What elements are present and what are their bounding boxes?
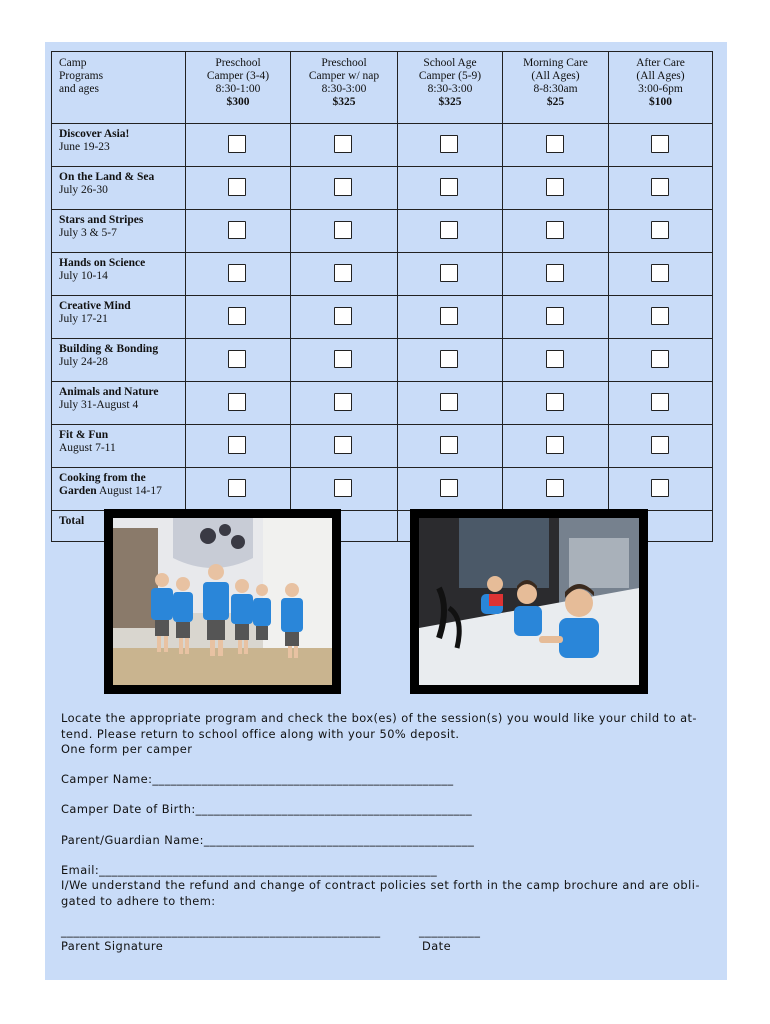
column-price: $100 bbox=[649, 96, 672, 108]
session-checkbox[interactable] bbox=[334, 307, 352, 325]
session-cell bbox=[398, 210, 503, 253]
session-cell bbox=[609, 339, 713, 382]
column-price: $325 bbox=[438, 96, 462, 108]
session-checkbox[interactable] bbox=[651, 264, 669, 282]
header-corner-line: Programs bbox=[59, 70, 104, 82]
session-checkbox[interactable] bbox=[228, 479, 246, 497]
program-dates: August 14-17 bbox=[96, 485, 162, 497]
column-price: $25 bbox=[546, 96, 565, 108]
program-title: Stars and Stripes bbox=[59, 214, 144, 226]
program-title: Cooking from the bbox=[59, 472, 146, 484]
header-corner-line: and ages bbox=[59, 83, 99, 95]
column-header-line: 8-8:30am bbox=[533, 83, 578, 95]
program-dates: July 17-21 bbox=[59, 313, 108, 325]
session-cell bbox=[186, 253, 291, 296]
campers-group-photo bbox=[104, 509, 341, 694]
session-checkbox[interactable] bbox=[334, 221, 352, 239]
header-corner-cell bbox=[52, 52, 186, 124]
session-cell bbox=[186, 296, 291, 339]
column-header bbox=[398, 52, 503, 124]
session-cell bbox=[503, 253, 609, 296]
session-cell bbox=[503, 167, 609, 210]
session-checkbox[interactable] bbox=[334, 135, 352, 153]
session-cell bbox=[186, 425, 291, 468]
session-cell bbox=[503, 468, 609, 511]
session-checkbox[interactable] bbox=[651, 436, 669, 454]
session-cell bbox=[503, 382, 609, 425]
program-row bbox=[52, 425, 713, 468]
session-cell bbox=[609, 253, 713, 296]
session-checkbox[interactable] bbox=[440, 135, 458, 153]
program-name-cell bbox=[52, 296, 186, 339]
session-checkbox[interactable] bbox=[546, 178, 564, 196]
session-checkbox[interactable] bbox=[546, 350, 564, 368]
session-cell bbox=[503, 124, 609, 167]
program-row bbox=[52, 124, 713, 167]
column-header-line: (All Ages) bbox=[636, 70, 685, 82]
program-title: Animals and Nature bbox=[59, 386, 159, 398]
session-cell bbox=[609, 296, 713, 339]
session-checkbox[interactable] bbox=[440, 479, 458, 497]
session-checkbox[interactable] bbox=[334, 264, 352, 282]
session-checkbox[interactable] bbox=[651, 221, 669, 239]
program-row bbox=[52, 296, 713, 339]
session-checkbox[interactable] bbox=[651, 135, 669, 153]
column-price: $325 bbox=[332, 96, 356, 108]
column-header-line: Preschool bbox=[321, 57, 367, 69]
program-name-cell bbox=[52, 425, 186, 468]
session-checkbox[interactable] bbox=[228, 178, 246, 196]
session-checkbox[interactable] bbox=[228, 436, 246, 454]
camper-name-field[interactable]: Camper Name:_________________________________________________ bbox=[61, 772, 454, 786]
program-name-cell bbox=[52, 210, 186, 253]
program-title: Building & Bonding bbox=[59, 343, 159, 355]
session-checkbox[interactable] bbox=[651, 307, 669, 325]
session-checkbox[interactable] bbox=[440, 436, 458, 454]
session-checkbox[interactable] bbox=[228, 135, 246, 153]
session-checkbox[interactable] bbox=[546, 307, 564, 325]
session-cell bbox=[291, 468, 398, 511]
session-cell bbox=[503, 339, 609, 382]
program-row bbox=[52, 382, 713, 425]
campers-lab-photo bbox=[410, 509, 648, 694]
program-dates: August 7-11 bbox=[59, 442, 116, 454]
agreement-line: gated to adhere to them: bbox=[61, 893, 216, 908]
session-cell bbox=[398, 296, 503, 339]
program-dates: July 31-August 4 bbox=[59, 399, 139, 411]
program-title: Garden bbox=[59, 485, 97, 497]
session-cell bbox=[398, 167, 503, 210]
program-title: On the Land & Sea bbox=[59, 171, 155, 183]
column-header-line: Camper (3-4) bbox=[206, 70, 270, 82]
email-field[interactable]: Email:_______________________________________________________ bbox=[61, 863, 438, 877]
session-checkbox[interactable] bbox=[546, 436, 564, 454]
session-cell bbox=[186, 468, 291, 511]
session-cell bbox=[609, 210, 713, 253]
session-cell bbox=[186, 339, 291, 382]
instructions-line: One form per camper bbox=[61, 742, 193, 756]
header-corner-line: Camp bbox=[59, 57, 87, 69]
column-header-line: 8:30-3:00 bbox=[321, 83, 367, 95]
column-header-line: Preschool bbox=[215, 57, 261, 69]
session-checkbox[interactable] bbox=[228, 307, 246, 325]
session-checkbox[interactable] bbox=[651, 393, 669, 411]
program-name-cell bbox=[52, 339, 186, 382]
column-header-line: 8:30-3:00 bbox=[427, 83, 473, 95]
session-cell bbox=[609, 167, 713, 210]
total-label: Total bbox=[52, 511, 186, 542]
session-checkbox[interactable] bbox=[334, 436, 352, 454]
session-checkbox[interactable] bbox=[651, 479, 669, 497]
session-cell bbox=[291, 210, 398, 253]
program-name-cell bbox=[52, 468, 186, 511]
program-row bbox=[52, 210, 713, 253]
column-header bbox=[291, 52, 398, 124]
column-header-line: 3:00-6pm bbox=[638, 83, 683, 95]
session-cell bbox=[186, 167, 291, 210]
signature-line[interactable]: ____________________________________________________ bbox=[61, 924, 381, 938]
session-cell bbox=[609, 124, 713, 167]
session-checkbox[interactable] bbox=[440, 178, 458, 196]
program-row bbox=[52, 339, 713, 382]
program-name-cell bbox=[52, 382, 186, 425]
session-cell bbox=[503, 296, 609, 339]
column-header bbox=[186, 52, 291, 124]
session-cell bbox=[291, 124, 398, 167]
session-cell bbox=[398, 339, 503, 382]
session-cell bbox=[186, 382, 291, 425]
session-cell bbox=[503, 425, 609, 468]
session-checkbox[interactable] bbox=[651, 350, 669, 368]
program-name-cell bbox=[52, 167, 186, 210]
instructions-line: tend. Please return to school office along with your 50% deposit. bbox=[61, 726, 460, 741]
session-cell bbox=[609, 382, 713, 425]
session-checkbox[interactable] bbox=[228, 350, 246, 368]
program-title: Hands on Science bbox=[59, 257, 146, 269]
session-checkbox[interactable] bbox=[440, 393, 458, 411]
campers-lab-photo-image bbox=[419, 518, 639, 685]
session-checkbox[interactable] bbox=[546, 393, 564, 411]
column-header-line: Camper w/ nap bbox=[308, 70, 380, 82]
column-header-line: 8:30-1:00 bbox=[215, 83, 261, 95]
session-cell bbox=[291, 425, 398, 468]
campers-group-photo-image bbox=[113, 518, 332, 685]
program-title: Creative Mind bbox=[59, 300, 131, 312]
session-checkbox[interactable] bbox=[651, 178, 669, 196]
session-cell bbox=[398, 382, 503, 425]
camp-programs-table bbox=[51, 51, 713, 542]
session-checkbox[interactable] bbox=[440, 221, 458, 239]
session-checkbox[interactable] bbox=[546, 264, 564, 282]
program-row bbox=[52, 167, 713, 210]
column-header-line: Camper (5-9) bbox=[418, 70, 482, 82]
column-price: $300 bbox=[226, 96, 250, 108]
instructions-line: Locate the appropriate program and check the box(es) of the session(s) you would like your child to at- bbox=[61, 711, 697, 725]
column-header-line: After Care bbox=[636, 57, 685, 69]
date-line[interactable]: __________ bbox=[419, 924, 481, 938]
program-name-cell bbox=[52, 124, 186, 167]
column-header-line: Morning Care bbox=[523, 57, 588, 69]
session-checkbox[interactable] bbox=[440, 307, 458, 325]
program-title: Discover Asia! bbox=[59, 128, 130, 140]
session-checkbox[interactable] bbox=[546, 135, 564, 153]
date-label: Date bbox=[422, 939, 452, 953]
program-row bbox=[52, 253, 713, 296]
session-checkbox[interactable] bbox=[228, 264, 246, 282]
column-header bbox=[503, 52, 609, 124]
session-cell bbox=[186, 210, 291, 253]
guardian-name-field[interactable]: Parent/Guardian Name:____________________________________________ bbox=[61, 833, 475, 847]
session-cell bbox=[291, 253, 398, 296]
session-checkbox[interactable] bbox=[334, 393, 352, 411]
session-cell bbox=[291, 296, 398, 339]
session-cell bbox=[291, 167, 398, 210]
session-cell bbox=[291, 382, 398, 425]
session-checkbox[interactable] bbox=[440, 350, 458, 368]
agreement-line: I/We understand the refund and change of contract policies set forth in the camp brochure and are obli- bbox=[61, 878, 700, 892]
program-title: Fit & Fun bbox=[59, 429, 109, 441]
session-cell bbox=[398, 468, 503, 511]
session-cell bbox=[503, 210, 609, 253]
session-checkbox[interactable] bbox=[334, 350, 352, 368]
column-header bbox=[609, 52, 713, 124]
session-cell bbox=[186, 124, 291, 167]
signature-label: Parent Signature bbox=[61, 939, 164, 953]
column-header-line: School Age bbox=[423, 57, 477, 69]
session-cell bbox=[609, 425, 713, 468]
program-dates: July 10-14 bbox=[59, 270, 108, 282]
session-checkbox[interactable] bbox=[334, 178, 352, 196]
program-row bbox=[52, 468, 713, 511]
session-cell bbox=[398, 124, 503, 167]
program-dates: June 19-23 bbox=[59, 141, 110, 153]
session-checkbox[interactable] bbox=[546, 221, 564, 239]
session-cell bbox=[398, 425, 503, 468]
session-checkbox[interactable] bbox=[228, 393, 246, 411]
session-cell bbox=[609, 468, 713, 511]
program-dates: July 24-28 bbox=[59, 356, 108, 368]
session-cell bbox=[291, 339, 398, 382]
column-header-line: (All Ages) bbox=[531, 70, 580, 82]
program-dates: July 3 & 5-7 bbox=[59, 227, 117, 239]
session-checkbox[interactable] bbox=[546, 479, 564, 497]
program-dates: July 26-30 bbox=[59, 184, 108, 196]
session-checkbox[interactable] bbox=[228, 221, 246, 239]
session-cell bbox=[398, 253, 503, 296]
agreement-text bbox=[61, 878, 711, 909]
program-name-cell bbox=[52, 253, 186, 296]
session-checkbox[interactable] bbox=[440, 264, 458, 282]
camper-dob-field[interactable]: Camper Date of Birth:_____________________________________________ bbox=[61, 802, 473, 816]
session-checkbox[interactable] bbox=[334, 479, 352, 497]
instructions bbox=[61, 711, 711, 758]
